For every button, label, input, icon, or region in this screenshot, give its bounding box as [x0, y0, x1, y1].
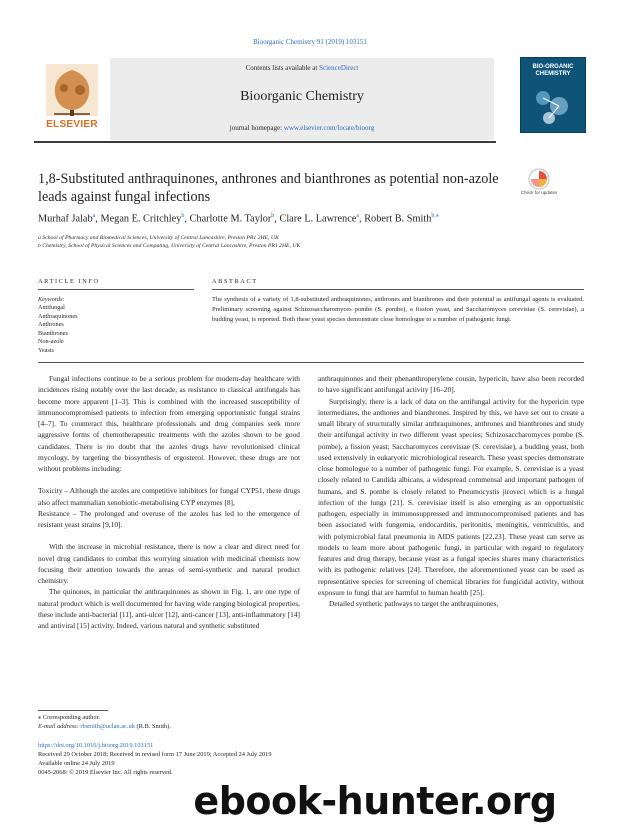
cover-molecule-art — [529, 84, 577, 128]
body-list-item: Resistance – The prolonged and overuse of the azoles has led to the emergence of resistant yeast strains [9,10]. — [38, 508, 300, 529]
copyright-line: 0045-2068/ © 2019 Elsevier Inc. All rights reserved. — [38, 769, 173, 776]
check-for-updates-label[interactable]: Check for updates — [520, 190, 558, 195]
body-paragraph: anthraquinones and their phenanthroperylene cousin, hypericin, have also been recorded to have significant antifungal activity [16–20]. — [318, 374, 584, 395]
watermark-text: ebook-hunter.org — [193, 779, 557, 823]
email-link[interactable]: rbsmith@uclan.ac.uk — [80, 723, 135, 730]
contents-availability — [110, 64, 494, 72]
author-name[interactable]: Charlotte M. Taylor — [189, 213, 272, 225]
body-paragraph: Surprisingly, there is a lack of data on the antifungal activity for the hypericin type intermediates, the anthones and bianthrones. Inspired by this, we have set out to create a small library of structurally similar anthraquinones, anthrones and bianthrones and study their antifungal activity in two different yeast species; Schizosaccharomyces pombe (S. pombe), a fission yeast; Saccharomyces cerevisiae (S. cerevisiae), a budding yeast, both used extensively in eukaryotic microbiological research. These yeast species demonstrate close homologue to a number of pathogenic fungi. For example, S. cerevisiae is a yeast closely related to Candida albicans, a widespread commensal and important pathogen of humans, and S. pombe is closely related to Pneumocystis jiroveci which is a fungal infection of the lungs [21]. S. cerevisiae itself is also emerging as an opportunistic pathogen, especially in immunosuppressed and immunocompromised patients and has been associated with fungemia, endocarditis, peritonitis, meningitis, ventriculitis, and with polymicrobial fatal pneumonia in AIDS patients [22,23]. These yeast can serve as models to learn more about pathogenic fungi, in particular with regard to regulatory features and drug therapy, because yeast as a fungal species shares many characteristics with its pathogenic relatives [24]. Therefore, the aforementioned yeast can be used as representative species for screening of chemical libraries for fungicidal activity, without exposure to fungi that are harmful to human health [25]. — [318, 396, 584, 597]
abstract-text: The synthesis of a variety of 1,8-substituted anthraquinones, anthrones and bianthrones and their potential as antifungal agents is evaluated. Preliminary screening against Schizosaccharomyces pombe (S. pombe), a fission yeast, and Saccharomyces cerevisiae (S. cerevisiae), a budding yeast, is reported. Both these yeast species demonstrate close homologue to a number of pathogenic fungi. — [212, 296, 584, 323]
author-affil-mark[interactable]: b — [181, 213, 185, 219]
body-left-column — [38, 373, 300, 631]
doi-link[interactable]: https://doi.org/10.1016/j.bioorg.2019.103151 — [38, 742, 154, 749]
abstract-rule — [212, 289, 584, 290]
affiliation-a: a School of Pharmacy and Biomedical Sciences, University of Central Lancashire, Preston PR1 2HE, UK — [38, 235, 279, 241]
author-affil-mark[interactable]: a — [92, 213, 96, 219]
corresponding-author-note: ⁎ Corresponding author. — [38, 714, 100, 721]
keyword: Antifungal — [38, 304, 65, 311]
contents-prefix: Contents lists available at — [245, 64, 318, 72]
email-label: E-mail address: — [38, 723, 79, 730]
abstract-heading: ABSTRACT — [212, 278, 258, 285]
keyword: Non-azole — [38, 338, 64, 346]
journal-cover-image — [520, 57, 586, 133]
body-paragraph: The quinones, in particular the anthraquinones as shown in Fig. 1, are one type of natural product which is well documented for having wide ranging biological properties, these include anti-bacterial [11], anti-ulcer [12], anti-cancer [13], anti-inflammatory [14] and antiviral [15] activity. Indeed, various natural and synthetic substituted — [38, 587, 300, 630]
received-dates: Received 29 October 2018; Received in revised form 17 June 2019; Accepted 24 July 2019 — [38, 751, 272, 758]
abstract-bottom-rule — [38, 362, 584, 363]
keyword: Anthrones — [38, 321, 64, 329]
body-paragraph: With the increase in microbial resistance, there is now a clear and direct need for novel drug candidates to combat this worrying situation with medicinal chemists now focusing their attention towards the areas of semi-synthetic and natural product chemistry. — [38, 542, 300, 585]
body-right-column — [318, 373, 584, 609]
author-affil-mark[interactable]: b,⁎ — [431, 213, 439, 219]
sciencedirect-link[interactable]: ScienceDirect — [319, 64, 359, 72]
author-list: Murhaf Jalab$^a$, Megan E. Critchley$^b$, Charlotte M. Taylor$^b$, Clare L. Lawrence$^a$, Robert B. Smith$^{b,⁎}$ — [38, 213, 439, 225]
publisher-name: ELSEVIER — [46, 119, 98, 130]
homepage-prefix: journal homepage: — [229, 124, 283, 132]
online-date: Available online 24 July 2019 — [38, 760, 115, 767]
body-paragraph: Fungal infections continue to be a serious problem for modern-day healthcare with incidences rising notably over the last decade, as resistance to classical antifungals has become more apparent [1–3]. This is combined with the increased susceptibility of immunocompromised patients to infection from emerging opportunistic fungal strains [4–7]. To counteract this, healthcare professionals and drug companies seek more aggressive forms of chemotherapeutic treatments with the azoles shown to be good candidates. There is no doubt that the azoles drugs have revolutionised clinical mycology, by targeting the biosynthesis of ergosterol. However, these drugs are not without problems including: — [38, 374, 300, 473]
author-name[interactable]: Clare L. Lawrence — [279, 213, 357, 225]
journal-reference[interactable]: Bioorganic Chemistry 91 (2019) 103151 — [253, 38, 367, 46]
keyword: Anthraquinones — [38, 312, 78, 320]
email-line — [38, 722, 171, 731]
check-for-updates-icon[interactable] — [523, 168, 555, 204]
keywords-label: Keywords: — [38, 296, 65, 303]
affiliation-b: b Chemistry, School of Physical Sciences and Computing, University of Central Lancashire, Preston PR1 2HE, UK — [38, 243, 301, 249]
author-name[interactable]: Megan E. Critchley — [100, 213, 182, 225]
author-name[interactable]: Robert B. Smith — [364, 213, 432, 225]
journal-name: Bioorganic Chemistry — [240, 89, 364, 104]
homepage-link[interactable]: www.elsevier.com/locate/bioorg — [283, 124, 375, 132]
keywords-list — [38, 304, 78, 356]
article-title: 1,8-Substituted anthraquinones, anthrones and bianthrones as potential non-azole leads against fungal infections — [38, 171, 499, 205]
body-list-item: Toxicity – Although the azoles are competitive inhibitors for fungal CYP51, these drugs also affect mammalian xenobiotic-metabolising CYP enzymes [8], — [38, 486, 300, 507]
author-affil-mark[interactable]: b — [271, 213, 275, 219]
author-name[interactable]: Murhaf Jalab — [38, 213, 93, 225]
body-paragraph: Detailed synthetic pathways to target the anthraquinones, — [329, 599, 499, 608]
journal-homepage — [110, 124, 494, 132]
article-info-heading: ARTICLE INFO — [38, 278, 100, 285]
keyword: Bianthrones — [38, 329, 68, 337]
keyword: Yeasts — [38, 346, 54, 354]
email-suffix: (R.B. Smith). — [136, 723, 171, 730]
author-affil-mark[interactable]: a — [356, 213, 360, 219]
cover-title: BIO-ORGANIC CHEMISTRY — [532, 64, 574, 77]
article-info-rule — [38, 289, 194, 290]
footnote-rule — [38, 710, 108, 711]
